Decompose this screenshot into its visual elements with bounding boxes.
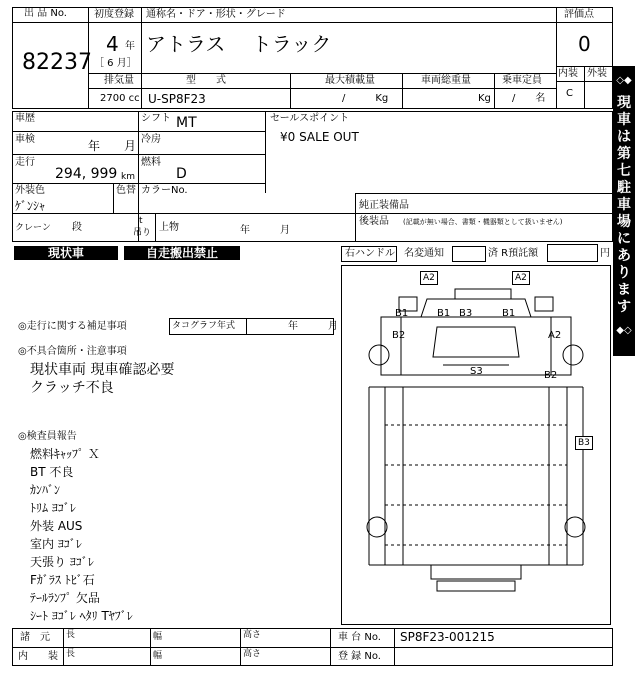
- color-code-label: カラーNo.: [141, 185, 188, 196]
- type-value: U-SP8F23: [148, 92, 206, 106]
- rhd-label: 右ハンドル: [345, 248, 395, 259]
- banner-bottom-diamonds: ◆◇: [616, 325, 632, 336]
- inspector-item: 室内 ﾖｺﾞﾚ: [30, 537, 82, 551]
- inspection-value: 年 月: [88, 139, 137, 153]
- capacity-unit: / 名: [512, 93, 546, 104]
- inspector-item: ﾃｰﾙﾗﾝﾌﾟ 欠品: [30, 591, 100, 605]
- fuel-label: 燃料: [141, 157, 161, 168]
- deck-label: 上物: [159, 222, 179, 233]
- sales-point-label: セールスポイント: [270, 113, 350, 124]
- shift-value: MT: [176, 115, 197, 131]
- yen-label: 円: [600, 248, 610, 259]
- crane-ton: t: [139, 216, 143, 226]
- damage-mark-a2: A2: [420, 271, 438, 285]
- interior-grade-label: 内装: [558, 68, 578, 79]
- height-label: 高さ: [243, 649, 262, 659]
- fuel-value: D: [176, 166, 187, 182]
- damage-mark-b2: B2: [544, 370, 558, 381]
- color-value: ｹﾞﾝｼｬ: [15, 199, 46, 213]
- displacement-label: 排気量: [104, 75, 134, 86]
- defects-label: ◎不具合箇所・注意事項: [18, 346, 127, 357]
- crane-label: クレーン: [15, 223, 51, 233]
- year-unit: 年: [125, 41, 135, 52]
- reg-year: 4: [106, 32, 119, 56]
- max-load-label: 最大積載量: [325, 75, 375, 86]
- inspector-item: 外装 AUS: [30, 519, 83, 533]
- mileage-unit: km: [121, 172, 135, 182]
- genuine-label: 純正装備品: [359, 200, 409, 211]
- inspector-item: 天張り ﾖｺﾞﾚ: [30, 555, 94, 569]
- damage-mark-b3: B3: [459, 308, 473, 319]
- score-label: 評価点: [564, 9, 594, 20]
- self-drive-banned-badge: 自走搬出禁止: [124, 246, 240, 260]
- color-label: 外装色: [15, 185, 45, 196]
- deck-value: 年 月: [240, 225, 290, 236]
- registration-label: 登 録 No.: [338, 651, 381, 662]
- inspector-item: Fｶﾞﾗｽ ﾄﾋﾞ石: [30, 573, 95, 587]
- first-reg-label: 初度登録: [94, 9, 134, 20]
- crane-lift: 吊り: [133, 228, 152, 238]
- truck-outline-diagram: [341, 265, 611, 625]
- mileage-value: 294, 999: [55, 166, 118, 182]
- recycle-label: 済 R預託額: [488, 248, 539, 259]
- damage-mark-b3: B3: [575, 436, 593, 450]
- interior-label: 内 装: [18, 651, 58, 662]
- inspector-label: ◎検査員報告: [18, 431, 77, 442]
- tacho-label: タコグラフ年式: [172, 321, 236, 331]
- score-value: 0: [578, 32, 591, 56]
- recycle-amount-box: [547, 244, 598, 262]
- history-label: 車歴: [15, 113, 35, 124]
- lot-number: 82237: [22, 50, 92, 75]
- banner-top-diamonds: ◇◆: [616, 75, 632, 86]
- damage-mark-s3: S3: [470, 366, 483, 377]
- capacity-label: 乗車定員: [502, 75, 542, 86]
- model-name: アトラス トラック: [146, 32, 332, 56]
- crane-value: 段: [72, 222, 82, 233]
- inspector-item: ｶﾝﾊﾞﾝ: [30, 483, 61, 497]
- aircon-label: 冷房: [141, 134, 161, 145]
- inspector-item: BT 不良: [30, 465, 74, 479]
- name-change-box: [452, 246, 486, 262]
- mileage-label: 走行: [15, 157, 35, 168]
- damage-mark-a2: A2: [548, 330, 562, 341]
- model-name-label: 通称名・ドア・形状・グレード: [146, 9, 286, 20]
- inspector-item: ｼｰﾄ ﾖｺﾞﾚ ﾍﾀﾘ Tﾔﾌﾞﾚ: [30, 609, 133, 623]
- type-label: 型 式: [186, 75, 226, 86]
- name-change-label: 名変通知: [404, 248, 444, 259]
- aftermarket-note: (記載が無い場合、書類・機器類として扱いません): [403, 218, 563, 226]
- aftermarket-label: 後装品: [359, 216, 389, 227]
- current-state-badge: 現状車: [14, 246, 118, 260]
- run-notes-label: ◎走行に関する補足事項: [18, 321, 127, 332]
- chassis-label: 車 台 No.: [338, 632, 381, 643]
- damage-mark-a2: A2: [512, 271, 530, 285]
- width-label: 幅: [153, 632, 163, 642]
- defect-item: 現状車両 現車確認必要: [30, 362, 175, 378]
- defect-item: クラッチ不良: [30, 380, 114, 396]
- height-label: 高さ: [243, 630, 262, 640]
- chassis-number: SP8F23-001215: [400, 630, 495, 644]
- tacho-value: 年 月: [288, 321, 338, 332]
- width-label: 幅: [153, 651, 163, 661]
- inspector-item: ﾄﾘﾑ ﾖｺﾞﾚ: [30, 501, 76, 515]
- gross-weight-label: 車両総重量: [421, 75, 471, 86]
- displacement-value: 2700 cc: [100, 93, 140, 104]
- max-load-unit: / Kg: [342, 93, 389, 104]
- interior-grade: C: [566, 88, 573, 99]
- damage-mark-b1: B1: [502, 308, 516, 319]
- reg-month: ［ 6 月］: [94, 58, 137, 69]
- inspection-label: 車検: [15, 134, 35, 145]
- damage-mark-b1: B1: [395, 308, 409, 319]
- damage-mark-b1: B1: [437, 308, 451, 319]
- damage-mark-b2: B2: [392, 330, 406, 341]
- parking-notice-banner: ◇◆ 現 車 は 第 七 駐 車 場 に あ り ま す ◆◇: [613, 66, 635, 356]
- spec-label: 諸 元: [20, 632, 50, 643]
- gross-weight-unit: Kg: [478, 93, 491, 104]
- lot-no-label: 出 品 No.: [24, 8, 67, 19]
- shift-label: シフト: [141, 113, 171, 124]
- exterior-grade-label: 外装: [587, 68, 607, 79]
- color-change-label: 色替: [116, 185, 136, 196]
- sales-point-value: ¥0 SALE OUT: [280, 130, 359, 144]
- inspector-item: 燃料ｷｬｯﾌﾟ Ｘ: [30, 447, 100, 461]
